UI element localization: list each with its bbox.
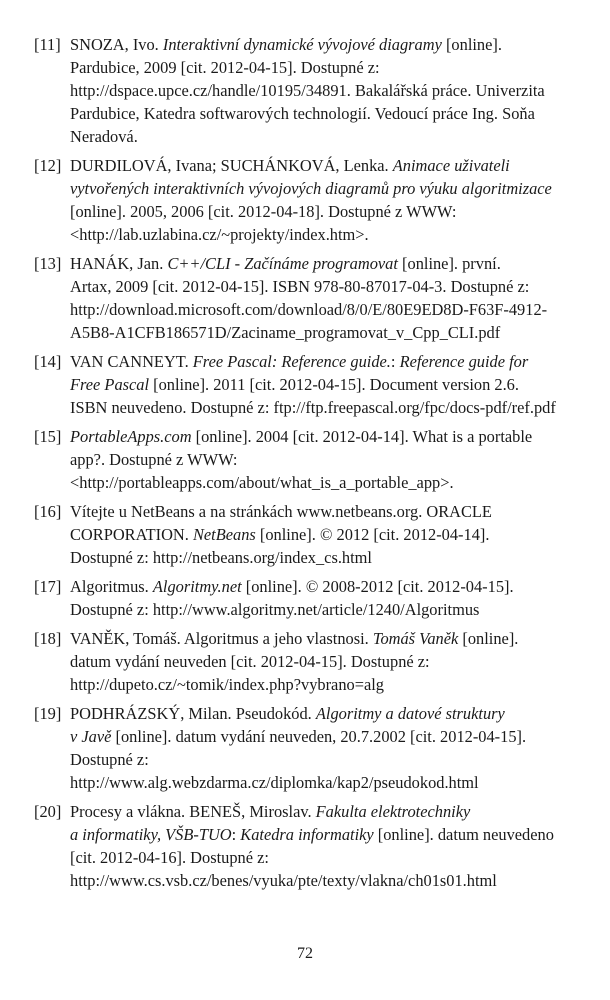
reference-text: http://www.cs.vsb.cz/benes/vyuka/pte/texty/vlakna/ch01s01.html xyxy=(70,871,497,890)
reference-number: [16] xyxy=(34,502,62,521)
reference-number: [15] xyxy=(34,427,62,446)
reference-text: app?. Dostupné z WWW: xyxy=(70,450,238,469)
reference-title-italic: Katedra informatiky xyxy=(240,825,374,844)
reference-line xyxy=(70,373,582,396)
page-number: 72 xyxy=(297,945,313,962)
reference-title-italic: Free Pascal xyxy=(70,375,150,394)
reference-text: A5B8-A1CFB186571D/Zaciname_programovat_v_Cpp_CLI.pdf xyxy=(70,323,501,342)
reference-line xyxy=(70,33,582,56)
reference-text: [online]. xyxy=(458,629,519,648)
reference-text: HANÁK, Jan. xyxy=(70,254,168,273)
reference-line xyxy=(70,425,582,448)
reference-text: DURDILOVÁ, Ivana; SUCHÁNKOVÁ, Lenka. xyxy=(70,156,393,175)
reference-text: Pardubice, 2009 [cit. 2012-04-15]. Dostupné z: xyxy=(70,58,380,77)
reference-text: Dostupné z: http://www.algoritmy.net/article/1240/Algoritmus xyxy=(70,600,480,619)
reference-text: Procesy a vlákna. BENEŠ, Miroslav. xyxy=(70,802,316,821)
reference-title-italic: Interaktivní dynamické vývojové diagramy xyxy=(162,35,442,54)
reference-line xyxy=(70,771,582,794)
reference-line xyxy=(70,523,582,546)
reference-text: [online]. datum vydání neuveden, 20.7.2002 [cit. 2012-04-15]. xyxy=(111,727,527,746)
reference-number: [17] xyxy=(34,577,62,596)
reference-line xyxy=(70,869,582,892)
reference-text: [online]. první. xyxy=(397,254,501,273)
reference-line xyxy=(70,725,582,748)
reference-entry xyxy=(0,33,610,148)
reference-text: Dostupné z: http://netbeans.org/index_cs.html xyxy=(70,548,372,567)
reference-line xyxy=(70,154,582,177)
reference-line xyxy=(70,471,582,494)
reference-line xyxy=(70,350,582,373)
reference-line xyxy=(70,275,582,298)
reference-text: Vítejte u NetBeans a na stránkách www.netbeans.org. ORACLE xyxy=(70,502,492,521)
reference-line xyxy=(70,575,582,598)
reference-text: PODHRÁZSKÝ, Milan. Pseudokód. xyxy=(70,704,316,723)
reference-line xyxy=(70,627,582,650)
reference-entry xyxy=(0,575,610,621)
reference-text: http://www.alg.webzdarma.cz/diplomka/kap2/pseudokod.html xyxy=(70,773,479,792)
reference-entry xyxy=(0,500,610,569)
reference-text: [online]. xyxy=(441,35,502,54)
reference-text: http://download.microsoft.com/download/8/0/E/80E9ED8D-F63F-4912- xyxy=(70,300,548,319)
reference-title-italic: vytvořených interaktivních vývojových diagramů pro výuku algoritmizace xyxy=(70,179,552,198)
reference-line xyxy=(70,56,582,79)
reference-text: [online]. datum neuvedeno xyxy=(373,825,554,844)
reference-list xyxy=(0,33,610,898)
reference-text: <http://lab.uzlabina.cz/~projekty/index.htm>. xyxy=(70,225,369,244)
reference-line xyxy=(70,396,582,419)
reference-title-italic: Tomáš Vaněk xyxy=(372,629,459,648)
reference-title-italic: a informatiky, VŠB-TUO xyxy=(70,825,232,844)
reference-line xyxy=(70,846,582,869)
reference-line xyxy=(70,223,582,246)
reference-entry xyxy=(0,627,610,696)
reference-number: [19] xyxy=(34,704,62,723)
reference-text: [online]. © 2012 [cit. 2012-04-14]. xyxy=(255,525,490,544)
reference-text: Dostupné z: xyxy=(70,750,149,769)
reference-number: [12] xyxy=(34,156,62,175)
reference-title-italic: Fakulta elektrotechniky xyxy=(315,802,471,821)
reference-title-italic: NetBeans xyxy=(192,525,256,544)
reference-title-italic: Algoritmy.net xyxy=(152,577,242,596)
reference-title-italic: v Javě xyxy=(70,727,112,746)
reference-line xyxy=(70,598,582,621)
reference-title-italic: C++/CLI - Začínáme programovat xyxy=(167,254,398,273)
reference-line xyxy=(70,800,582,823)
reference-text: Algoritmus. xyxy=(70,577,153,596)
reference-number: [20] xyxy=(34,802,62,821)
reference-text: SNOZA, Ivo. xyxy=(70,35,163,54)
reference-text: VANĚK, Tomáš. Algoritmus a jeho vlastnosi. xyxy=(70,629,373,648)
reference-text: : xyxy=(231,825,241,844)
reference-number: [14] xyxy=(34,352,62,371)
reference-text: datum vydání neuveden [cit. 2012-04-15]. Dostupné z: xyxy=(70,652,430,671)
reference-line xyxy=(70,102,582,125)
reference-text: ISBN neuvedeno. Dostupné z: ftp://ftp.freepascal.org/fpc/docs-pdf/ref.pdf xyxy=(70,398,556,417)
reference-entry xyxy=(0,800,610,892)
reference-text: CORPORATION. xyxy=(70,525,193,544)
reference-text: http://dspace.upce.cz/handle/10195/34891. Bakalářská práce. Univerzita xyxy=(70,81,545,100)
reference-line xyxy=(70,200,582,223)
reference-text: Pardubice, Katedra softwarových technologií. Vedoucí práce Ing. Soňa xyxy=(70,104,535,123)
reference-line xyxy=(70,702,582,725)
reference-title-italic: Reference guide for xyxy=(399,352,529,371)
reference-line xyxy=(70,823,582,846)
reference-text: [online]. 2011 [cit. 2012-04-15]. Document version 2.6. xyxy=(149,375,519,394)
reference-line xyxy=(70,748,582,771)
reference-entry xyxy=(0,252,610,344)
reference-title-italic: Algoritmy a datové struktury xyxy=(315,704,505,723)
reference-text: <http://portableapps.com/about/what_is_a_portable_app>. xyxy=(70,473,454,492)
reference-line xyxy=(70,321,582,344)
reference-text: [online]. 2004 [cit. 2012-04-14]. What is a portable xyxy=(191,427,533,446)
reference-title-italic: Free Pascal: Reference guide. xyxy=(192,352,391,371)
reference-text: Neradová. xyxy=(70,127,138,146)
reference-entry xyxy=(0,425,610,494)
reference-title-italic: PortableApps.com xyxy=(70,427,192,446)
reference-entry xyxy=(0,154,610,246)
reference-text: [online]. 2005, 2006 [cit. 2012-04-18]. Dostupné z WWW: xyxy=(70,202,457,221)
reference-text: : xyxy=(390,352,400,371)
reference-line xyxy=(70,79,582,102)
reference-line xyxy=(70,125,582,148)
reference-line xyxy=(70,500,582,523)
reference-number: [13] xyxy=(34,254,62,273)
reference-title-italic: Animace uživateli xyxy=(392,156,510,175)
reference-text: http://dupeto.cz/~tomik/index.php?vybrano=alg xyxy=(70,675,384,694)
reference-text: [online]. © 2008-2012 [cit. 2012-04-15]. xyxy=(241,577,514,596)
reference-text: [cit. 2012-04-16]. Dostupné z: xyxy=(70,848,269,867)
reference-line xyxy=(70,546,582,569)
reference-entry xyxy=(0,702,610,794)
reference-line xyxy=(70,650,582,673)
reference-line xyxy=(70,177,582,200)
reference-text: Artax, 2009 [cit. 2012-04-15]. ISBN 978-80-87017-04-3. Dostupné z: xyxy=(70,277,530,296)
reference-number: [11] xyxy=(34,35,61,54)
reference-line xyxy=(70,298,582,321)
reference-number: [18] xyxy=(34,629,62,648)
reference-line xyxy=(70,252,582,275)
reference-line xyxy=(70,673,582,696)
reference-entry xyxy=(0,350,610,419)
reference-text: VAN CANNEYT. xyxy=(70,352,193,371)
reference-line xyxy=(70,448,582,471)
